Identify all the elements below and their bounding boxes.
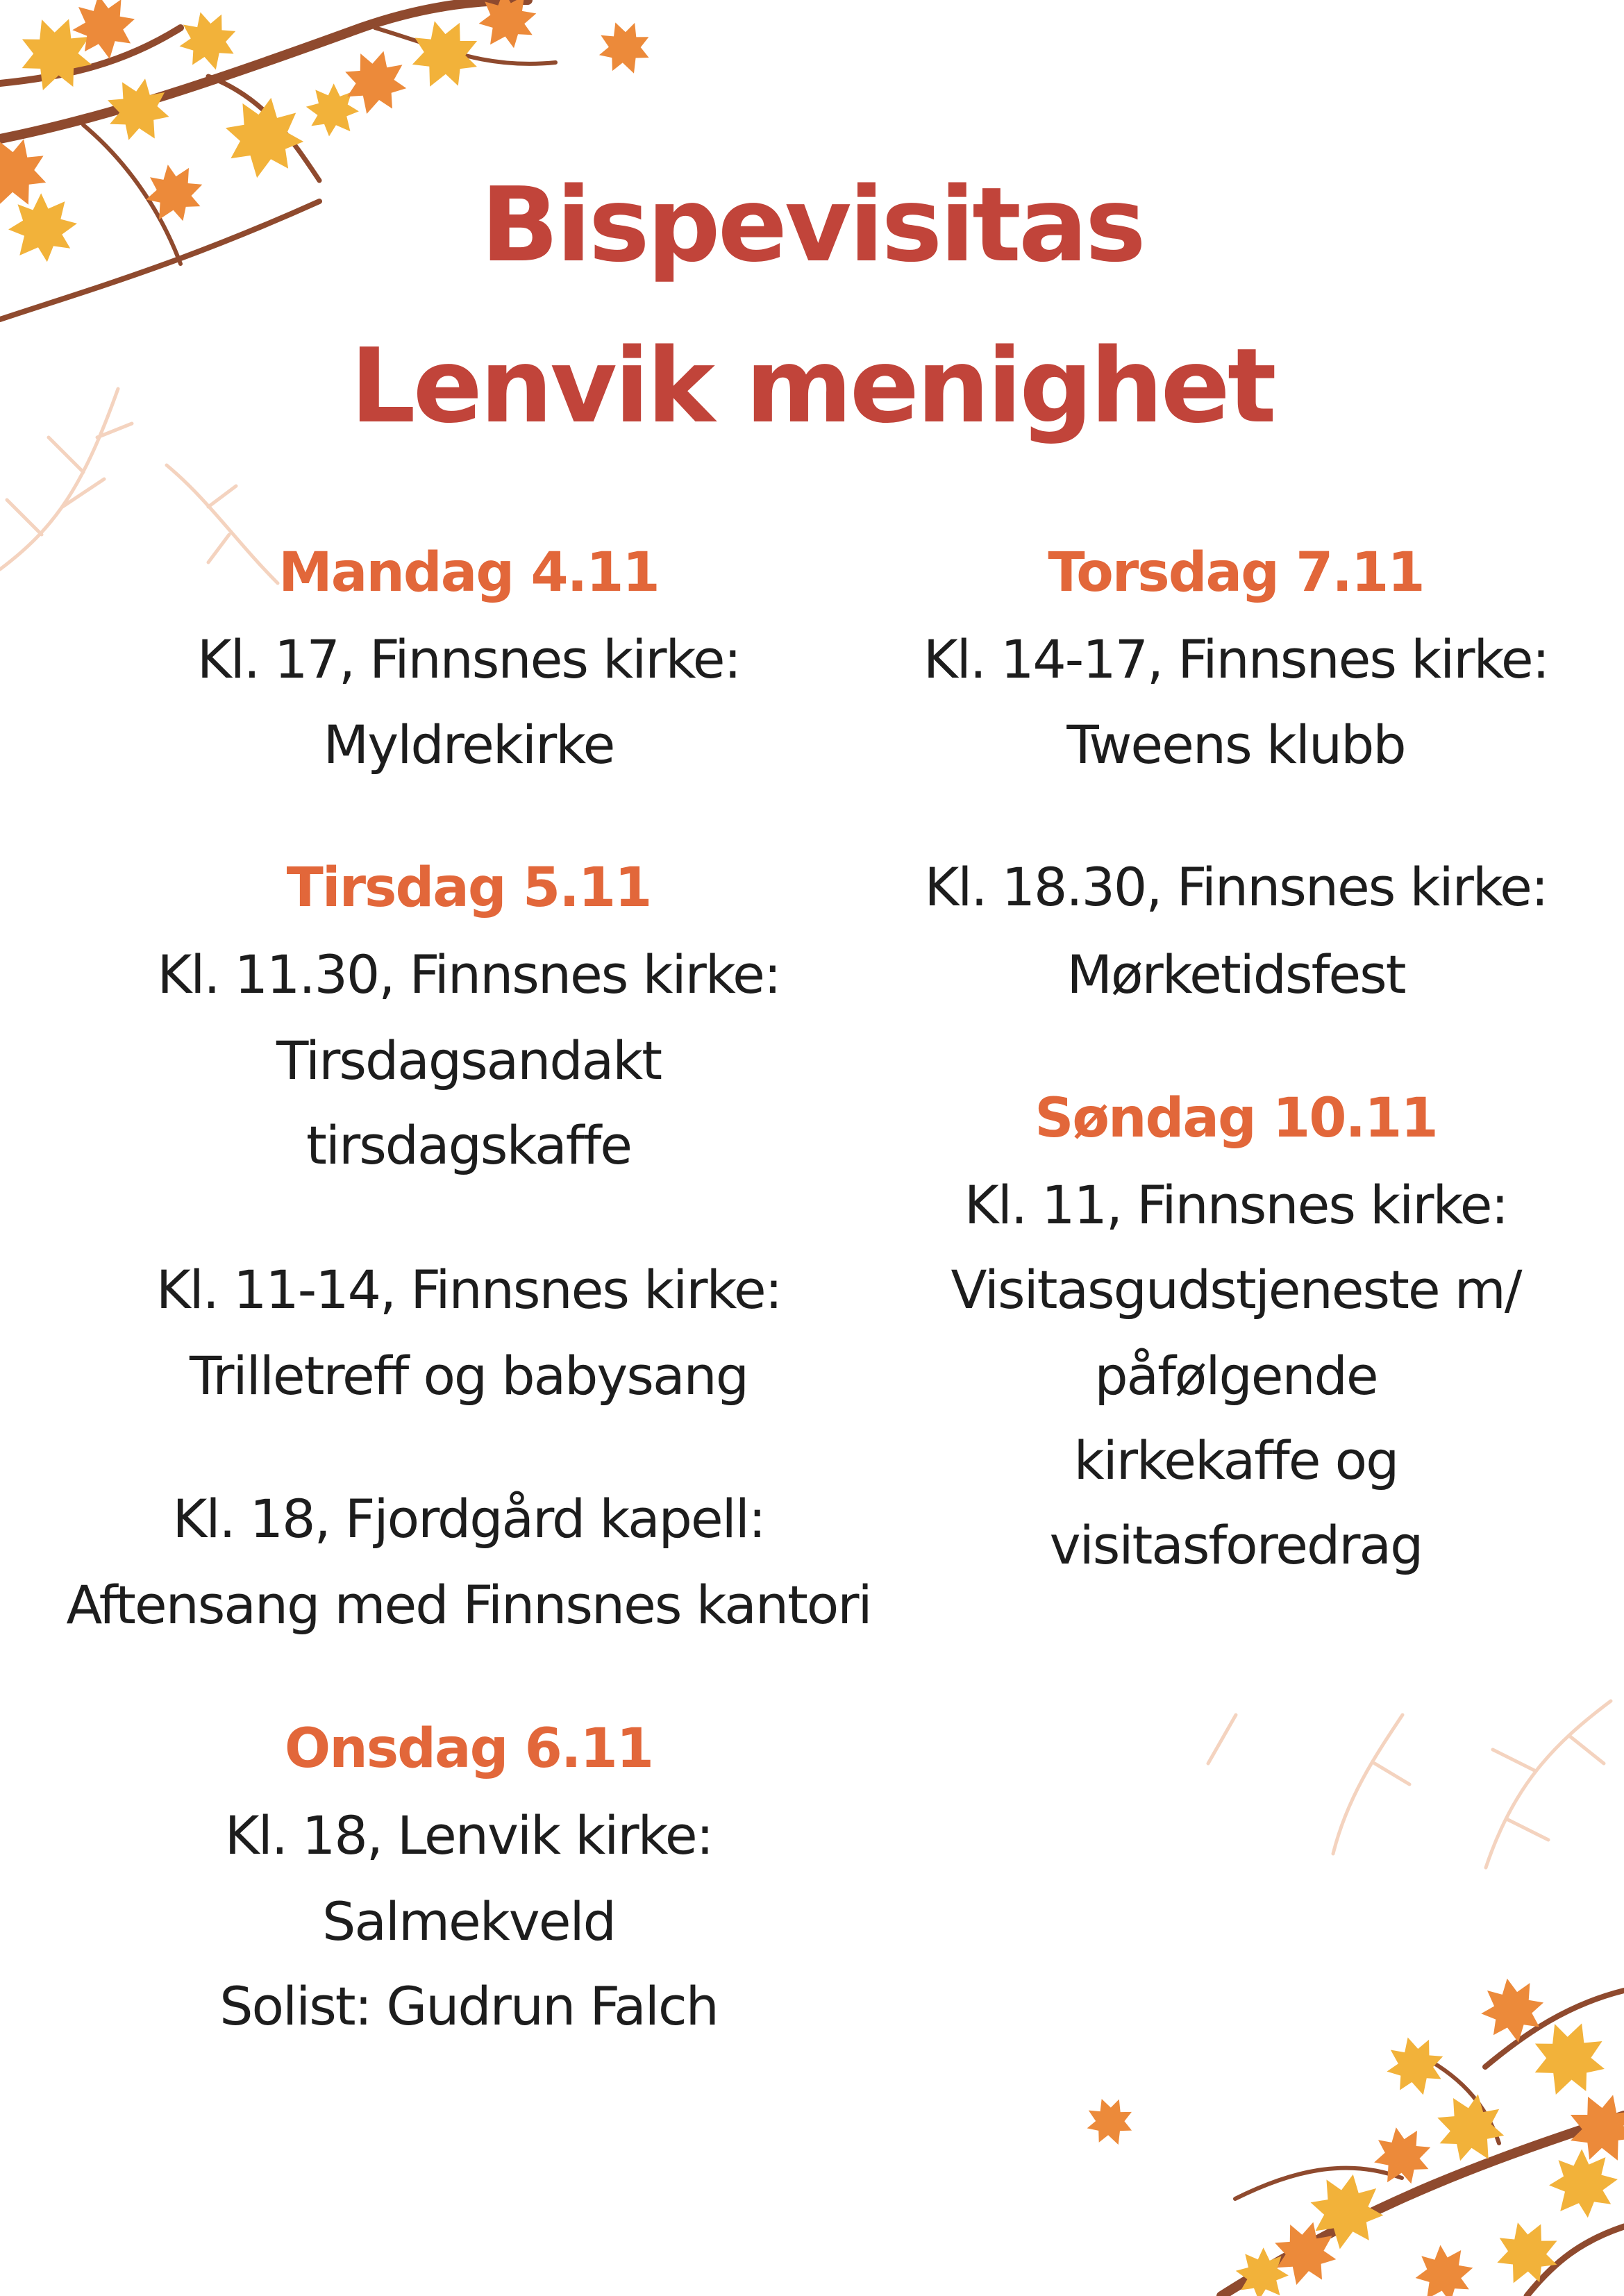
event-time-place: Kl. 11, Finnsnes kirke: bbox=[964, 1174, 1508, 1236]
event-time-place: Kl. 11.30, Finnsnes kirke: bbox=[157, 944, 780, 1005]
event-description: Tirsdagsandakt bbox=[276, 1030, 662, 1091]
day-heading-sunday: Søndag 10.11 bbox=[1035, 1087, 1437, 1150]
bare-twigs-right bbox=[1194, 1687, 1624, 1909]
page-title-line-2: Lenvik menighet bbox=[350, 326, 1274, 446]
event-time-place: Kl. 14-17, Finnsnes kirke: bbox=[923, 628, 1549, 690]
event-description: Tweens klubb bbox=[1066, 714, 1405, 776]
event-description: visitasforedrag bbox=[1049, 1514, 1423, 1576]
event-description: Visitasgudstjeneste m/ bbox=[951, 1259, 1521, 1321]
event-description: Salmekveld bbox=[322, 1891, 615, 1952]
event-description: kirkekaffe og bbox=[1073, 1430, 1398, 1491]
day-heading-monday: Mandag 4.11 bbox=[278, 542, 659, 604]
event-time-place: Kl. 18.30, Finnsnes kirke: bbox=[924, 856, 1548, 918]
event-description: Solist: Gudrun Falch bbox=[219, 1975, 718, 2037]
event-time-place: Kl. 18, Lenvik kirke: bbox=[224, 1804, 713, 1866]
event-description: Mørketidsfest bbox=[1066, 944, 1405, 1005]
autumn-leaves-branch-bottom-right bbox=[957, 1949, 1624, 2296]
day-heading-tuesday: Tirsdag 5.11 bbox=[286, 857, 651, 919]
event-description: påfølgende bbox=[1094, 1345, 1378, 1407]
event-description: Myldrekirke bbox=[323, 714, 614, 776]
event-description: Trilletreff og babysang bbox=[190, 1345, 748, 1407]
event-description: tirsdagskaffe bbox=[306, 1114, 631, 1176]
event-time-place: Kl. 11-14, Finnsnes kirke: bbox=[156, 1259, 782, 1321]
event-time-place: Kl. 18, Fjordgård kapell: bbox=[172, 1488, 765, 1550]
page-title-line-1: Bispevisitas bbox=[480, 165, 1144, 285]
day-heading-wednesday: Onsdag 6.11 bbox=[284, 1718, 653, 1780]
day-heading-thursday: Torsdag 7.11 bbox=[1048, 542, 1424, 604]
event-description: Aftensang med Finnsnes kantori bbox=[66, 1574, 871, 1636]
event-time-place: Kl. 17, Finnsnes kirke: bbox=[196, 628, 741, 690]
